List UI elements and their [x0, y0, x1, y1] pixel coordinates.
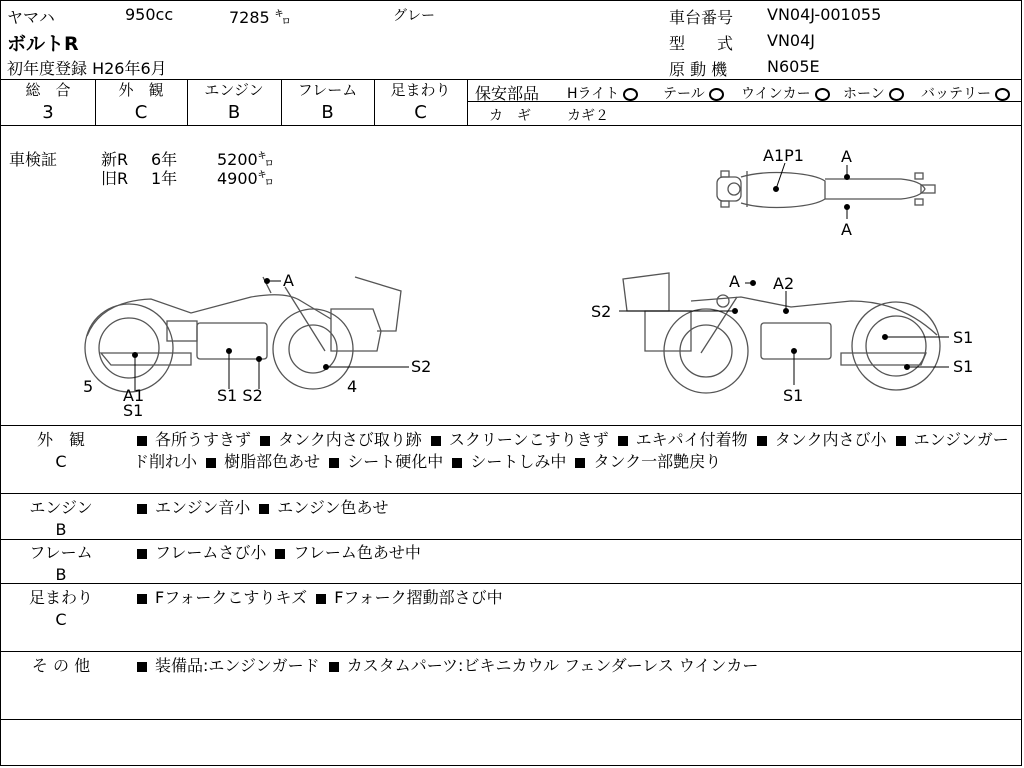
grade-suspension — [374, 79, 467, 125]
section-title: そ の 他 — [31, 656, 91, 675]
diagram-label: S1 S2 — [217, 386, 263, 405]
bullet-icon — [137, 436, 147, 446]
grade-exterior — [95, 79, 187, 125]
section-items — [133, 587, 1013, 609]
safety-title: 保安部品 — [475, 84, 540, 103]
grade-frame — [281, 79, 374, 125]
remark-item: フレームさび小 — [155, 543, 267, 562]
ok-circle-icon — [815, 88, 830, 101]
bullet-icon — [137, 504, 147, 514]
engine-label: 原 動 機 — [669, 60, 728, 79]
diagram-label: A — [841, 220, 852, 239]
safety-item-label: ウインカー — [741, 86, 811, 102]
divider — [1, 719, 1021, 720]
bullet-icon — [260, 436, 270, 446]
bullet-icon — [137, 594, 147, 604]
maker: ヤマハ — [7, 8, 55, 27]
diagram-label: A1 — [123, 386, 145, 405]
safety-winker — [741, 83, 830, 103]
remark-item: タンク内さび小 — [774, 430, 887, 449]
remark-item: タンク内さび取り跡 — [278, 430, 422, 449]
key-value: カギ２ — [567, 108, 609, 124]
bullet-icon — [452, 458, 462, 468]
diagram-label: S2 — [591, 302, 612, 321]
safety-battery — [921, 83, 1010, 103]
diagram-label: S1 — [123, 401, 144, 420]
section-title: 外 観 — [36, 430, 85, 449]
damage-diagram — [1, 127, 1023, 425]
key-label: カ ギ — [489, 108, 531, 124]
diagram-label: 5 — [83, 377, 94, 396]
grade-value: C — [134, 102, 148, 123]
bike-top-view-icon — [717, 171, 935, 208]
grade-engine — [187, 79, 281, 125]
safety-tail — [663, 83, 724, 103]
safety-horn — [843, 83, 904, 103]
diagram-label: A — [729, 272, 740, 291]
bullet-icon — [618, 436, 628, 446]
remark-item: エンジン音小 — [155, 498, 251, 517]
grade-value: B — [321, 102, 334, 123]
grade-label: エンジン — [204, 81, 264, 99]
inspection-old-years: 1年 — [151, 169, 178, 188]
grade-label: フレーム — [297, 81, 358, 99]
bullet-icon — [316, 594, 326, 604]
section-title: 足まわり — [28, 588, 93, 607]
divider — [467, 79, 468, 125]
safety-item-label: バッテリー — [921, 86, 991, 102]
diagram-label: 4 — [347, 377, 358, 396]
divider — [1, 425, 1021, 426]
section-grade: B — [55, 565, 67, 584]
divider — [1, 583, 1021, 584]
inspection-new-years: 6年 — [151, 150, 178, 169]
diagram-label: A2 — [773, 274, 795, 293]
grade-value: B — [227, 102, 241, 123]
divider — [1, 539, 1021, 540]
diagram-label: A1P1 — [763, 146, 804, 165]
section-items — [133, 542, 1013, 564]
bullet-icon — [896, 436, 906, 446]
safety-headlight — [567, 83, 638, 103]
safety-item-label: テール — [663, 86, 705, 102]
type-label: 型 式 — [669, 34, 734, 53]
divider — [1, 651, 1021, 652]
bullet-icon — [137, 662, 147, 672]
bike-left-view-icon — [85, 277, 401, 392]
grade-value: C — [414, 102, 427, 123]
bullet-icon — [575, 458, 585, 468]
remark-item: 装備品:エンジンガード — [155, 656, 320, 675]
grade-value: 3 — [42, 102, 54, 123]
remark-item: シートしみ中 — [470, 452, 567, 471]
bullet-icon — [259, 504, 269, 514]
inspection-old-label: 旧R — [101, 169, 129, 188]
grade-overall — [1, 79, 95, 125]
ok-circle-icon — [995, 88, 1010, 101]
inspection-title: 車検証 — [9, 150, 58, 169]
grade-label: 総 合 — [25, 81, 71, 99]
divider — [1, 125, 1021, 126]
remark-item: エンジンガード削れ小 — [133, 430, 1009, 471]
bullet-icon — [275, 549, 285, 559]
color: グレー — [393, 8, 435, 24]
section-grade: B — [55, 520, 67, 539]
section-title: エンジン — [29, 498, 93, 517]
safety-item-label: ホーン — [843, 86, 885, 102]
displacement: 950cc — [125, 5, 174, 24]
first-registration: 初年度登録 H26年6月 — [7, 59, 167, 78]
ok-circle-icon — [709, 88, 724, 101]
section-items — [133, 655, 1013, 677]
diagram-label: S1 — [953, 328, 974, 347]
grade-label: 外 観 — [118, 81, 164, 99]
mileage: 7285 ㌔ — [229, 8, 291, 27]
section-title: フレーム — [29, 543, 93, 562]
remark-item: エンジン色あせ — [277, 498, 389, 517]
safety-item-label: Hライト — [567, 86, 620, 102]
bullet-icon — [329, 662, 339, 672]
bullet-icon — [206, 458, 216, 468]
remark-item: シート硬化中 — [347, 452, 444, 471]
type-value: VN04J — [767, 31, 815, 50]
remark-item: エキパイ付着物 — [635, 430, 748, 449]
section-items — [133, 429, 1013, 473]
inspection-new-km: 5200㌔ — [217, 150, 274, 169]
remark-item: Fフォークこすりキズ — [155, 588, 308, 607]
engine-value: N605E — [767, 57, 820, 76]
remark-item: フレーム色あせ中 — [293, 543, 421, 562]
remark-item: スクリーンこすりきず — [448, 430, 609, 449]
bullet-icon — [431, 436, 441, 446]
ok-circle-icon — [889, 88, 904, 101]
remark-item: 各所うすきず — [155, 430, 252, 449]
ok-circle-icon — [623, 88, 638, 101]
divider — [1, 493, 1021, 494]
diagram-label: A — [841, 147, 852, 166]
remark-item: Fフォーク摺動部さび中 — [334, 588, 503, 607]
section-items — [133, 497, 1013, 519]
diagram-label: A — [283, 271, 294, 290]
diagram-label: S1 — [953, 357, 974, 376]
bullet-icon — [137, 549, 147, 559]
frame-no-label: 車台番号 — [669, 8, 734, 27]
remark-item: カスタムパーツ:ビキニカウル フェンダーレス ウインカー — [346, 656, 759, 675]
grade-label: 足まわり — [390, 81, 451, 99]
diagram-label: S2 — [411, 357, 432, 376]
remark-item: 樹脂部色あせ — [224, 452, 321, 471]
diagram-label: S1 — [783, 386, 804, 405]
section-grade: C — [55, 610, 67, 629]
remark-item: タンク一部艶戻り — [593, 452, 722, 471]
frame-no: VN04J-001055 — [767, 5, 882, 24]
model-name: ボルトR — [7, 33, 79, 55]
bullet-icon — [757, 436, 767, 446]
inspection-new-label: 新R — [101, 150, 129, 169]
bullet-icon — [329, 458, 339, 468]
inspection-old-km: 4900㌔ — [217, 169, 274, 188]
section-grade: C — [55, 452, 67, 471]
